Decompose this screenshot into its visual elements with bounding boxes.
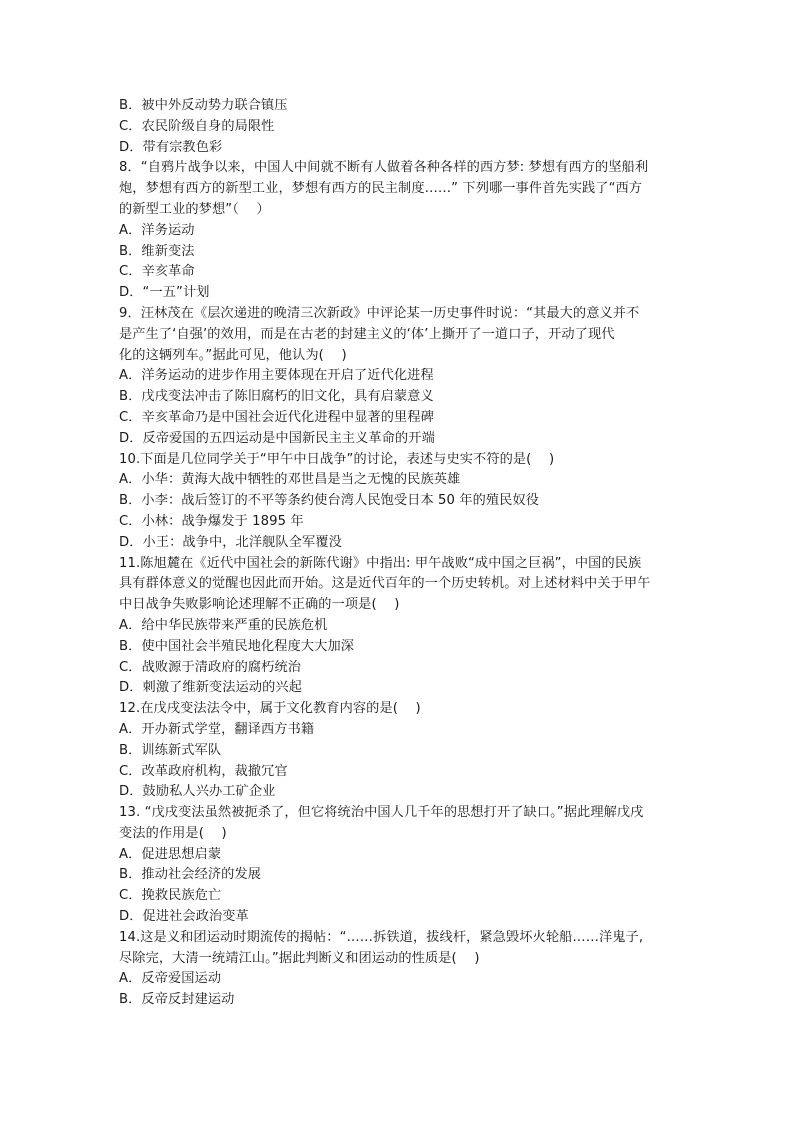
- question-10-stem-line: 10.下面是几位同学关于“甲午中日战争”的讨论，表述与史实不符的是( ): [119, 451, 555, 467]
- option-line: D．带有宗教色彩: [119, 139, 223, 155]
- option-line: C．农民阶级自身的局限性: [119, 118, 275, 134]
- question-8-stem-line: 8．“自鸦片战争以来，中国人中间就不断有人做着各种各样的西方梦: 梦想有西方的坚船利: [119, 160, 649, 176]
- option-line: B．使中国社会半殖民地化程度大大加深: [119, 638, 355, 654]
- option-line: B．戊戌变法冲击了陈旧腐朽的旧文化，具有启蒙意义: [119, 389, 434, 405]
- option-line: A．洋务运动的进步作用主要体现在开启了近代化进程: [119, 368, 434, 384]
- option-line: A．给中华民族带来严重的民族危机: [119, 617, 328, 633]
- question-8-stem-line: 的新型工业的梦想”（ ）: [119, 201, 270, 217]
- option-line: B．维新变法: [119, 243, 195, 259]
- option-line: D．小王：战争中，北洋舰队全军覆没: [119, 534, 342, 550]
- option-line: A．反帝爱国运动: [119, 971, 222, 987]
- question-11-stem-line: 11.陈旭麓在《近代中国社会的新陈代谢》中指出: 甲午战败“成中国之巨祸”，中国的民族: [119, 555, 642, 571]
- question-14-stem-line: 14.这是义和团运动时期流传的揭帖：“……拆铁道，拔线杆，紧急毁坏火轮船……洋鬼子,: [119, 929, 644, 945]
- option-line: C．挽救民族危亡: [119, 888, 222, 904]
- question-13-stem-line: 13. “戊戌变法虽然被扼杀了，但它将统治中国人几千年的思想打开了缺口。”据此理解戊戌: [119, 805, 644, 821]
- option-line: D．鼓励私人兴办工矿企业: [119, 784, 276, 800]
- question-13-stem-line: 变法的作用是( ): [119, 825, 227, 841]
- option-line: C．改革政府机构，裁撤冗官: [119, 763, 288, 779]
- option-line: C．辛亥革命: [119, 264, 195, 280]
- question-11-stem-line: 中日战争失败影响论述理解不正确的一项是( ): [119, 597, 400, 613]
- option-line: A．洋务运动: [119, 222, 195, 238]
- option-line: A．促进思想启蒙: [119, 846, 222, 862]
- option-line: D．促进社会政治变革: [119, 909, 249, 925]
- option-line: C．小林：战争爆发于 1895 年: [119, 513, 304, 529]
- question-11-stem-line: 具有群体意义的觉醒也因此而开始。这是近代百年的一个历史转机。对上述材料中关于甲午: [119, 576, 651, 592]
- option-line: D．刺激了维新变法运动的兴起: [119, 680, 302, 696]
- question-12-stem-line: 12.在戊戌变法法令中，属于文化教育内容的是( ): [119, 701, 421, 717]
- question-8-stem-line: 炮，梦想有西方的新型工业，梦想有西方的民主制度……” 下列哪一事件首先实践了“西方: [119, 181, 643, 197]
- option-line: B．反帝反封建运动: [119, 992, 235, 1008]
- option-line: B．训练新式军队: [119, 742, 222, 758]
- question-9-stem-line: 9．汪林茂在《层次递进的晚清三次新政》中评论某一历史事件时说：“其最大的意义并不: [119, 305, 640, 321]
- question-content: [119, 96, 679, 1011]
- option-line: D．“一五”计划: [119, 285, 210, 301]
- option-line: B．小李：战后签订的不平等条约使台湾人民饱受日本 50 年的殖民奴役: [119, 493, 540, 509]
- option-line: C．辛亥革命乃是中国社会近代化进程中显著的里程碑: [119, 409, 434, 425]
- question-9-stem-line: 是产生了‘自强’的效用，而是在古老的封建主义的‘体’上撕开了一道口子，开动了现代: [119, 326, 615, 342]
- option-line: B．被中外反动势力联合镇压: [119, 98, 288, 113]
- option-line: B．推动社会经济的发展: [119, 867, 262, 883]
- option-line: D．反帝爱国的五四运动是中国新民主主义革命的开端: [119, 430, 435, 446]
- question-9-stem-line: 化的这辆列车。”据此可见，他认为( ): [119, 347, 347, 363]
- option-line: A．开办新式学堂，翻译西方书籍: [119, 721, 315, 737]
- option-line: C．战败源于清政府的腐朽统治: [119, 659, 302, 675]
- question-14-stem-line: 尽除完，大清一统靖江山。”据此判断义和团运动的性质是( ): [119, 950, 480, 966]
- option-line: A．小华：黄海大战中牺牲的邓世昌是当之无愧的民族英雄: [119, 472, 461, 488]
